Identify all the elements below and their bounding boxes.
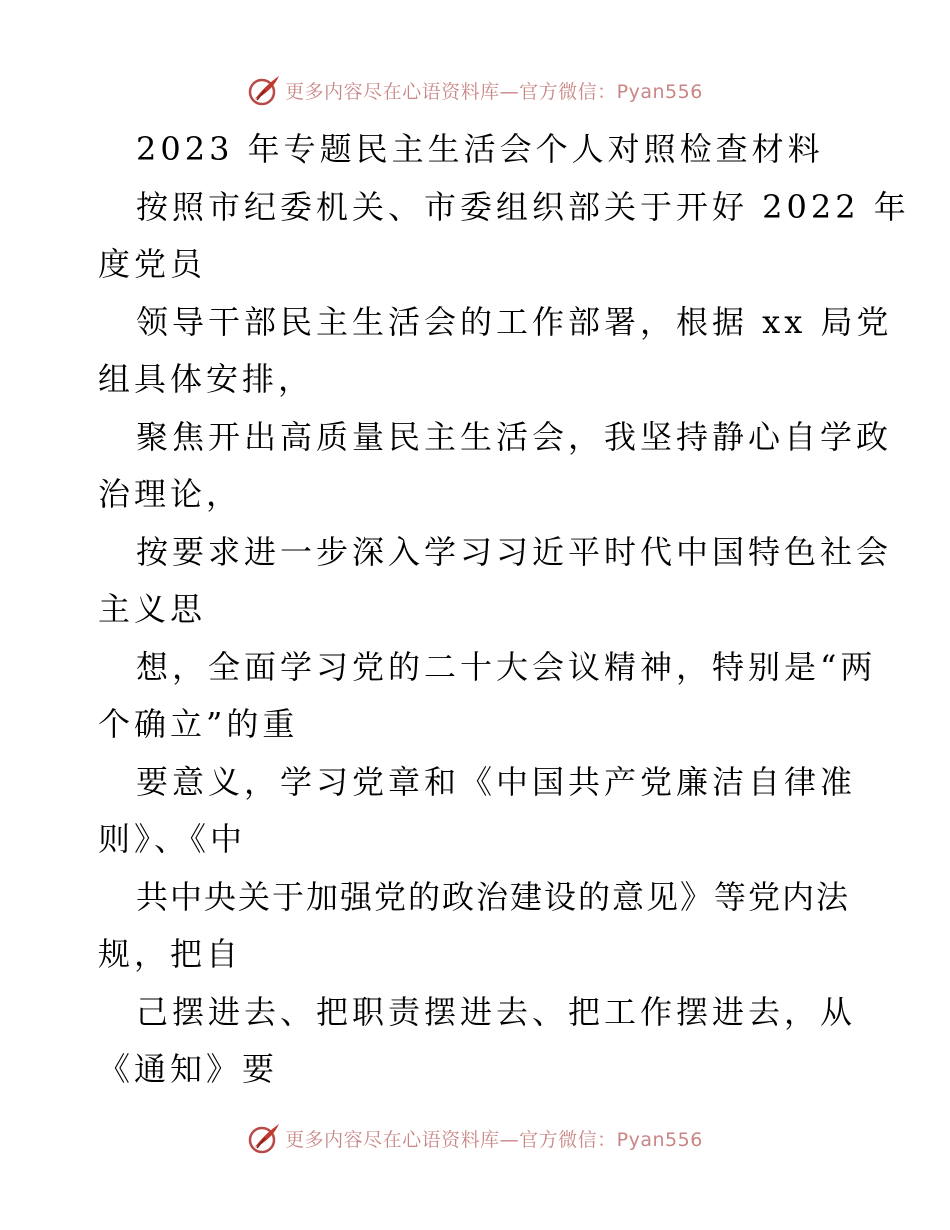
paragraph-line: 度党员 <box>98 245 207 283</box>
paragraph-line: 要意义，学习党章和《中国共产党廉洁自律准 <box>136 762 857 801</box>
document-title: 2023 年专题民主生活会个人对照检查材料 <box>136 130 824 168</box>
paragraph-line: 《通知》要 <box>98 1050 279 1088</box>
paragraph-line: 规，把自 <box>98 935 243 973</box>
paragraph-line: 治理论， <box>98 475 243 513</box>
footer-banner <box>0 1118 950 1158</box>
feather-quill-logo-icon <box>247 73 281 107</box>
paragraph-line: 个确立”的重 <box>98 705 299 743</box>
paragraph-line: 聚焦开出高质量民主生活会，我坚持静心自学政 <box>136 417 893 456</box>
paragraph-line: 想，全面学习党的二十大会议精神，特别是“两 <box>136 647 877 686</box>
document-body <box>98 121 910 1099</box>
paragraph-line: 则》、《中 <box>98 820 247 858</box>
feather-quill-logo-icon <box>247 1121 281 1155</box>
paragraph-line: 按照市纪委机关、市委组织部关于开好 2022 年 <box>136 187 910 226</box>
paragraph-line: 组具体安排， <box>98 360 315 398</box>
paragraph-line: 主义思 <box>98 590 207 628</box>
paragraph-line: 己摆进去、把职责摆进去、把工作摆进去，从 <box>136 992 857 1031</box>
header-banner <box>0 70 950 110</box>
paragraph-line: 领导干部民主生活会的工作部署，根据 xx 局党 <box>136 302 893 341</box>
paragraph-line: 按要求进一步深入学习习近平时代中国特色社会 <box>136 532 893 571</box>
footer-banner-text: 更多内容尽在心语资料库—官方微信：Pyan556 <box>285 1128 703 1151</box>
header-banner-text: 更多内容尽在心语资料库—官方微信：Pyan556 <box>285 80 703 103</box>
paragraph-line: 共中央关于加强党的政治建设的意见》等党内法 <box>136 877 851 916</box>
